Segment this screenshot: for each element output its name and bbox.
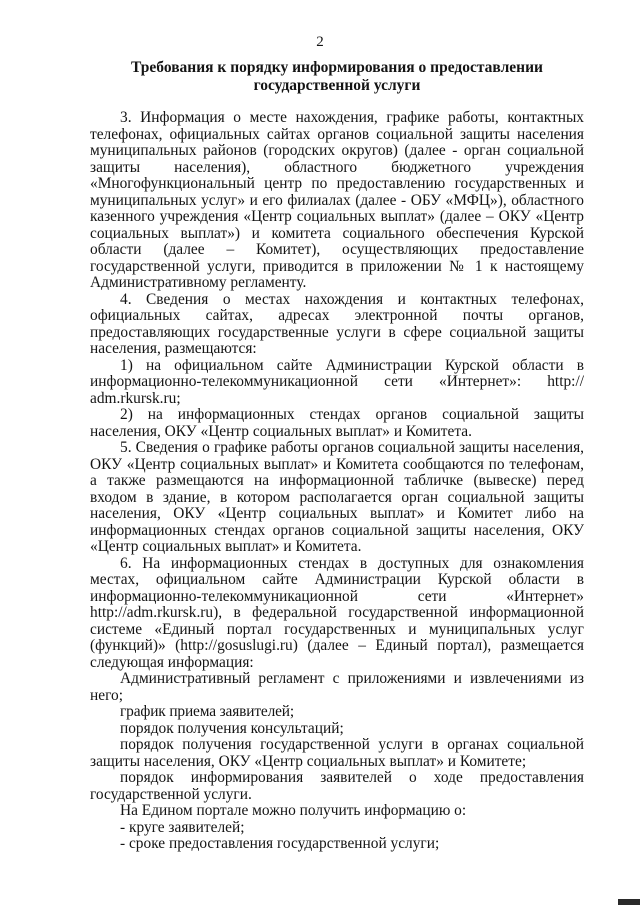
list-item-applicants: - круге заявителей; <box>120 818 245 836</box>
paragraph-6-stands-portal: 6. На информационных стендах в доступных для ознакомления местах, официальном сайте Администрации Курской области в информационно-телекоммуникационной сети «Интернет» http://adm.rkursk.ru), в федеральной государственной информационной системе «Единый портал государственных и муниципальных услуг (функций)» (http://gosuslugi.ru) (далее – Единый портал), размещается следующая информация: <box>90 554 584 671</box>
title-line-2: государственной услуги <box>253 77 421 94</box>
scan-corner-mark <box>618 899 640 905</box>
paragraph-portal-info: На Едином портале можно получить информацию о: <box>120 802 467 819</box>
list-item-informing-procedure: порядок информирования заявителей о ходе предоставления государственной услуги. <box>90 769 584 803</box>
list-item-regulation: Административный регламент с приложениями и извлечениями из него; <box>90 670 584 704</box>
list-item-info-stands: 2) на информационных стендах органов социальной защиты населения, ОКУ «Центр социальных выплат» и Комитета. <box>90 406 584 440</box>
list-item-service-term: - сроке предоставления государственной услуги; <box>120 835 440 852</box>
list-item-official-site: 1) на официальном сайте Администрации Курской области в информационно-телекоммуникационной сети «Интернет»: http:// adm.rkursk.ru; <box>90 356 584 407</box>
list-item-service-procedure: порядок получения государственной услуги в органах социальной защиты населения, ОКУ «Центр социальных выплат» и Комитете; <box>90 736 584 770</box>
paragraph-5-schedule: 5. Сведения о графике работы органов социальной защиты населения, ОКУ «Центр социальных выплат» и Комитета сообщаются по телефонам, а также размещаются на информационной табличке (вывеске) перед входом в здание, в котором располагается орган социальной защиты населения, ОКУ «Центр социальных выплат» и Комитет либо на информационных стендах органов социальной защиты населения, ОКУ «Центр социальных выплат» и Комитета. <box>90 439 584 555</box>
title-line-1: Требования к порядку информирования о предоставлении <box>131 59 543 76</box>
list-item-consultations: порядок получения консультаций; <box>120 719 344 737</box>
list-item-schedule: график приема заявителей; <box>120 703 295 720</box>
paragraph-3-contacts: 3. Информация о месте нахождения, графике работы, контактных телефонах, официальных сайтах органов социальной защиты населения муниципальных районов (городских округов) (далее - орган социальной защиты населения), областного бюджетного учреждения «Многофункциональный центр по предоставлению государственных и муниципальных услуг» и его филиалах (далее - ОБУ «МФЦ»), областного казенного учреждения «Центр социальных выплат» (далее – ОКУ «Центр социальных выплат») и комитета социального обеспечения Курской области (далее – Комитет), осуществляющих предоставление государственной услуги, приводится в приложении № 1 к настоящему Административному регламенту. <box>90 109 584 291</box>
page-number: 2 <box>316 34 324 50</box>
paragraph-4-info-placement: 4. Сведения о местах нахождения и контактных телефонах, официальных сайтах, адресах электронной почты органов, предоставляющих государственные услуги в сфере социальной защиты населения, размещаются: <box>90 290 584 357</box>
document-body <box>90 110 584 853</box>
document-title <box>90 59 584 95</box>
